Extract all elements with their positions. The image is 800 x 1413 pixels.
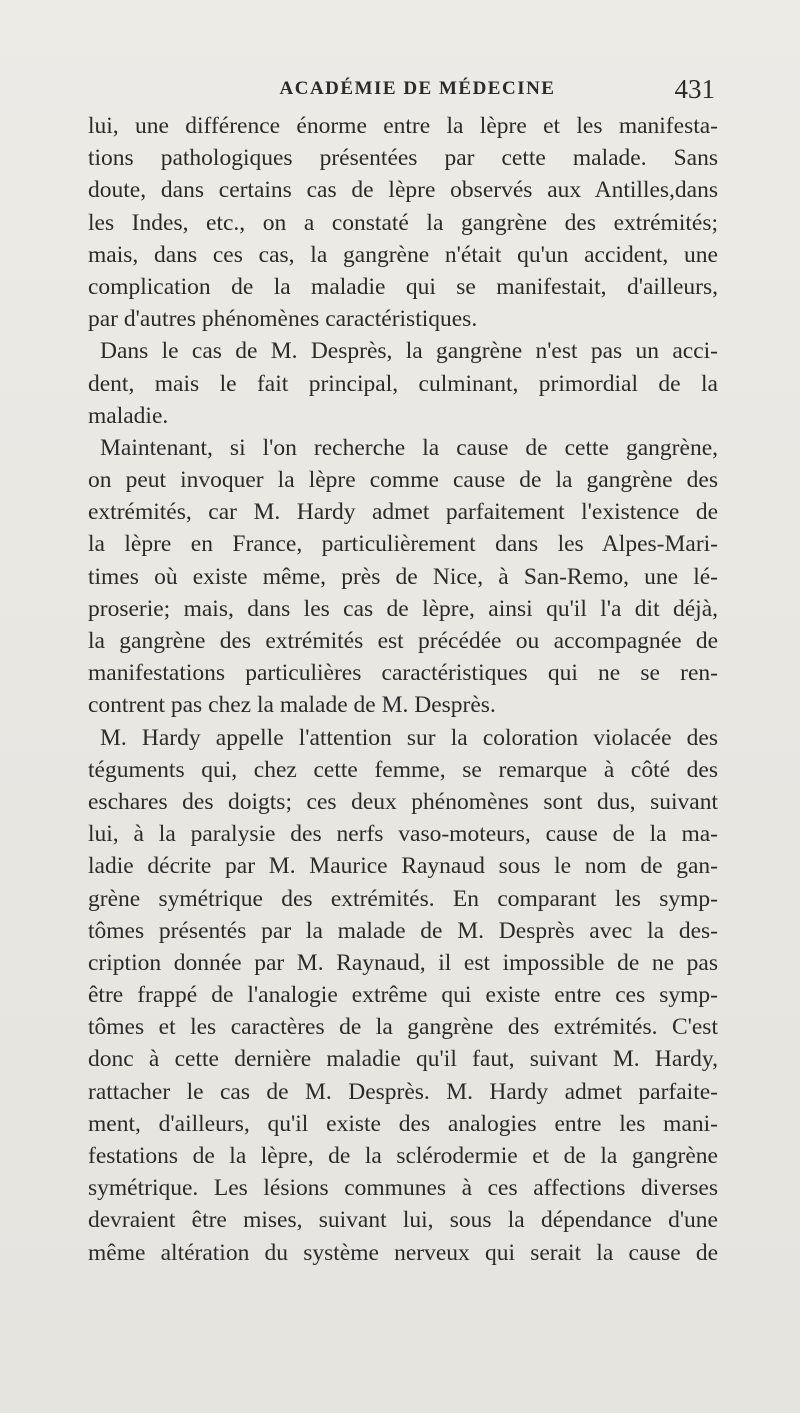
text-line: grène symétrique des extrémités. En comparant les symp-	[88, 885, 718, 912]
text-line: Maintenant, si l'on recherche la cause de cette gangrène,	[100, 434, 718, 461]
text-line: symétrique. Les lésions communes à ces affections diverses	[88, 1175, 718, 1202]
text-line: complication de la maladie qui se manifestait, d'ailleurs,	[88, 273, 718, 300]
text-line: la lèpre en France, particulièrement dans les Alpes-Mari-	[88, 531, 718, 558]
paragraph	[88, 335, 718, 432]
text-line: la gangrène des extrémités est précédée ou accompagnée de	[88, 628, 718, 654]
text-line: lui, une différence énorme entre la lèpre et les manifesta-	[88, 113, 718, 139]
text-line: dent, mais le fait principal, culminant, primordial de la	[88, 370, 718, 397]
text-line: extrémités, car M. Hardy admet parfaitement l'existence de	[88, 499, 718, 526]
text-line: on peut invoquer la lèpre comme cause de la gangrène des	[88, 467, 718, 494]
text-line: les Indes, etc., on a constaté la gangrène des extrémités;	[88, 209, 718, 236]
text-line: téguments qui, chez cette femme, se remarque à côté des	[88, 756, 718, 783]
page-number: 431	[674, 74, 715, 104]
text-line: ment, d'ailleurs, qu'il existe des analogies entre les mani-	[88, 1110, 718, 1137]
paragraph	[88, 432, 718, 722]
text-line: ladie décrite par M. Maurice Raynaud sous le nom de gan-	[88, 853, 718, 880]
text-line: tômes présentés par la malade de M. Desprès avec la des-	[88, 917, 718, 944]
text-line: Dans le cas de M. Desprès, la gangrène n'est pas un acci-	[100, 338, 718, 365]
running-title: ACADÉMIE DE MÉDECINE	[279, 78, 556, 99]
text-line: maladie.	[88, 402, 169, 429]
paragraph	[88, 110, 718, 335]
text-line: être frappé de l'analogie extrême qui existe entre ces symp-	[88, 982, 718, 1009]
text-line: tômes et les caractères de la gangrène des extrémités. C'est	[88, 1014, 718, 1041]
paragraph	[88, 722, 718, 1269]
text-line: doute, dans certains cas de lèpre observés aux Antilles,dans	[88, 177, 718, 204]
text-line: rattacher le cas de M. Desprès. M. Hardy admet parfaite-	[88, 1078, 718, 1105]
text-line: donc à cette dernière maladie qu'il faut, suivant M. Hardy,	[88, 1046, 718, 1073]
text-line: proserie; mais, dans les cas de lèpre, ainsi qu'il l'a dit déjà,	[88, 595, 718, 622]
text-line: times où existe même, près de Nice, à San-Remo, une lé-	[88, 563, 718, 590]
text-line: cription donnée par M. Raynaud, il est impossible de ne pas	[88, 949, 718, 976]
text-line: tions pathologiques présentées par cette malade. Sans	[88, 145, 718, 172]
text-line: eschares des doigts; ces deux phénomènes sont dus, suivant	[88, 788, 718, 815]
text-line: mais, dans ces cas, la gangrène n'était qu'un accident, une	[88, 241, 718, 268]
text-line: contrent pas chez la malade de M. Desprès.	[88, 692, 496, 719]
text-line: manifestations particulières caractéristiques qui ne se ren-	[88, 660, 718, 687]
body-text	[88, 110, 718, 1269]
text-line: lui, à la paralysie des nerfs vaso-moteurs, cause de la ma-	[88, 821, 718, 848]
text-line: même altération du système nerveux qui serait la cause de	[88, 1239, 718, 1266]
text-line: M. Hardy appelle l'attention sur la coloration violacée des	[100, 724, 718, 751]
text-line: festations de la lèpre, de la sclérodermie et de la gangrène	[88, 1143, 718, 1169]
running-head	[80, 74, 715, 104]
text-line: par d'autres phénomènes caractéristiques.	[88, 306, 478, 333]
text-line: devraient être mises, suivant lui, sous la dépendance d'une	[88, 1207, 718, 1234]
